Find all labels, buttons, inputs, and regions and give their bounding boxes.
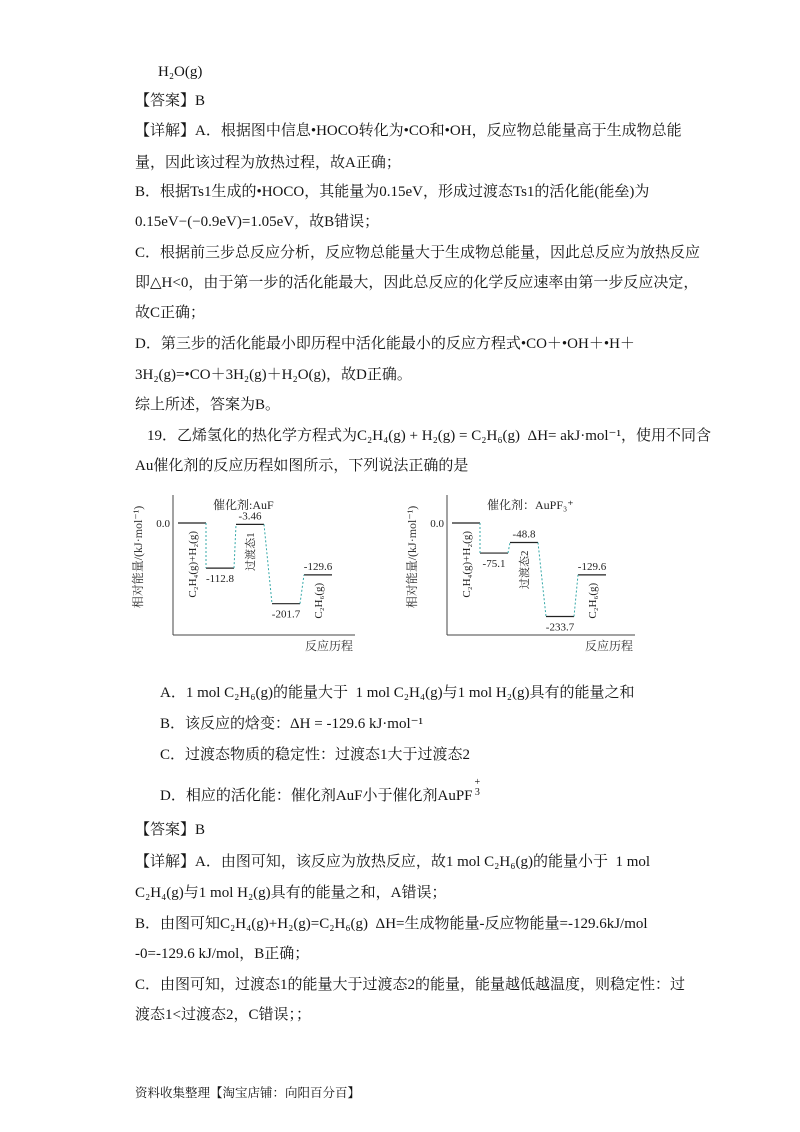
page-footer: 资料收集整理【淘宝店铺：向阳百分百】 bbox=[135, 1086, 361, 1100]
option-d-charge bbox=[475, 778, 481, 798]
previous-explanation-line: 综上所述，答案为B。 bbox=[135, 397, 281, 413]
option-b: B．该反应的焓变：ΔH = -129.6 kJ·mol⁻¹ bbox=[160, 716, 424, 732]
option-d-superscript: + bbox=[474, 777, 481, 788]
energy-value-label: -233.7 bbox=[545, 621, 575, 634]
state-label: C₂H₄(g)+H₂(g) bbox=[187, 531, 199, 598]
path-connector bbox=[538, 543, 546, 617]
previous-explanation-line: 3H₂(g)=•CO＋3H₂(g)＋H₂O(g)，故D正确。 bbox=[135, 367, 412, 383]
option-d bbox=[160, 777, 481, 806]
energy-profile-chart-auf bbox=[130, 490, 365, 660]
state-label: C₂H₆(g) bbox=[587, 582, 599, 619]
previous-explanation-line: D．第三步的活化能最小即历程中活化能最小的反应方程式•CO＋•OH＋•H＋ bbox=[135, 336, 635, 352]
question-19-explanation-line: -0=-129.6 kJ/mol，B正确； bbox=[135, 946, 310, 962]
y-tick-label: 0.0 bbox=[156, 518, 170, 530]
question-19-explanation-line: C₂H₄(g)与1 mol H₂(g)具有的能量之和，A错误； bbox=[135, 885, 447, 901]
question-19-stem: Au催化剂的反应历程如图所示，下列说法正确的是 bbox=[135, 458, 469, 474]
previous-explanation-line: C．根据前三步总反应分析，反应物总能量大于生成物总能量，因此总反应为放热反应 bbox=[135, 245, 701, 261]
state-label: C₂H₄(g)+H₂(g) bbox=[461, 531, 473, 598]
y-tick-label: 0.0 bbox=[430, 518, 444, 530]
x-axis-label: 反应历程 bbox=[304, 639, 353, 653]
previous-explanation-line: 0.15eV−(−0.9eV)=1.05eV，故B错误； bbox=[135, 214, 380, 230]
option-c: C．过渡态物质的稳定性：过渡态1大于过渡态2 bbox=[160, 747, 471, 763]
y-axis-label: 相对能量/(kJ·mol⁻¹) bbox=[405, 505, 419, 609]
previous-explanation-line: B．根据Ts1生成的•HOCO，其能量为0.15eV，形成过渡态Ts1的活化能(能垒)为 bbox=[135, 184, 650, 200]
path-connector bbox=[508, 543, 510, 554]
question-19-explanation-line: B．由图可知C₂H₄(g)+H₂(g)=C₂H₆(g) ΔH=生成物能量-反应物能量=-129.6kJ/mol bbox=[135, 916, 648, 932]
previous-explanation-line: 量，因此该过程为放热过程，故A正确； bbox=[135, 155, 401, 171]
previous-explanation-line: 故C正确； bbox=[135, 305, 206, 321]
state-label: C₂H₆(g) bbox=[313, 582, 325, 619]
energy-value-label: -129.6 bbox=[577, 560, 607, 573]
question-19-explanation-line: 渡态1<过渡态2，C错误；； bbox=[135, 1007, 311, 1023]
chart-title: 催化剂：AuPF₃⁺ bbox=[487, 498, 574, 512]
question-19-explanation-line: 【详解】A．由图可知，该反应为放热反应，故1 mol C₂H₆(g)的能量小于 1 mol bbox=[135, 854, 651, 870]
y-axis-label: 相对能量/(kJ·mol⁻¹) bbox=[131, 505, 145, 609]
path-connector bbox=[574, 575, 578, 617]
path-connector bbox=[264, 524, 272, 603]
energy-value-label: -129.6 bbox=[303, 560, 333, 573]
previous-question-tail: H₂O(g) bbox=[158, 64, 203, 80]
path-connector bbox=[234, 524, 236, 568]
energy-value-label: -112.8 bbox=[205, 573, 235, 586]
state-label: 过渡态2 bbox=[519, 550, 531, 590]
question-19-stem: 19．乙烯氢化的热化学方程式为C₂H₄(g) + H₂(g) = C₂H₆(g) ΔH= akJ·mol⁻¹，使用不同含 bbox=[147, 428, 711, 444]
previous-explanation-line: 即△H<0，由于第一步的活化能最大，因此总反应的化学反应速率由第一步反应决定， bbox=[135, 275, 699, 291]
energy-value-label: -48.8 bbox=[512, 528, 536, 541]
option-d-subscript: 3 bbox=[474, 787, 480, 798]
energy-value-label: -75.1 bbox=[482, 558, 506, 571]
question-19-answer: 【答案】B bbox=[135, 822, 206, 838]
energy-value-label: -201.7 bbox=[271, 608, 301, 621]
state-label: 过渡态1 bbox=[245, 532, 257, 571]
chart-title: 催化剂:AuF bbox=[213, 498, 274, 512]
path-connector bbox=[300, 575, 304, 604]
x-axis-label: 反应历程 bbox=[584, 639, 633, 653]
previous-explanation-line: 【详解】A．根据图中信息•HOCO转化为•CO和•OH，反应物总能量高于生成物总能 bbox=[135, 123, 682, 139]
option-d-text: D．相应的活化能：催化剂AuF小于催化剂AuPF bbox=[160, 788, 473, 804]
option-a: A．1 mol C₂H₆(g)的能量大于 1 mol C₂H₄(g)与1 mol H₂(g)具有的能量之和 bbox=[160, 685, 635, 701]
previous-answer: 【答案】B bbox=[135, 93, 206, 109]
energy-value-label: -3.46 bbox=[238, 510, 262, 523]
energy-profile-chart-aupf3 bbox=[404, 490, 645, 660]
question-19-explanation-line: C．由图可知，过渡态1的能量大于过渡态2的能量，能量越低越温度，则稳定性：过 bbox=[135, 977, 686, 993]
